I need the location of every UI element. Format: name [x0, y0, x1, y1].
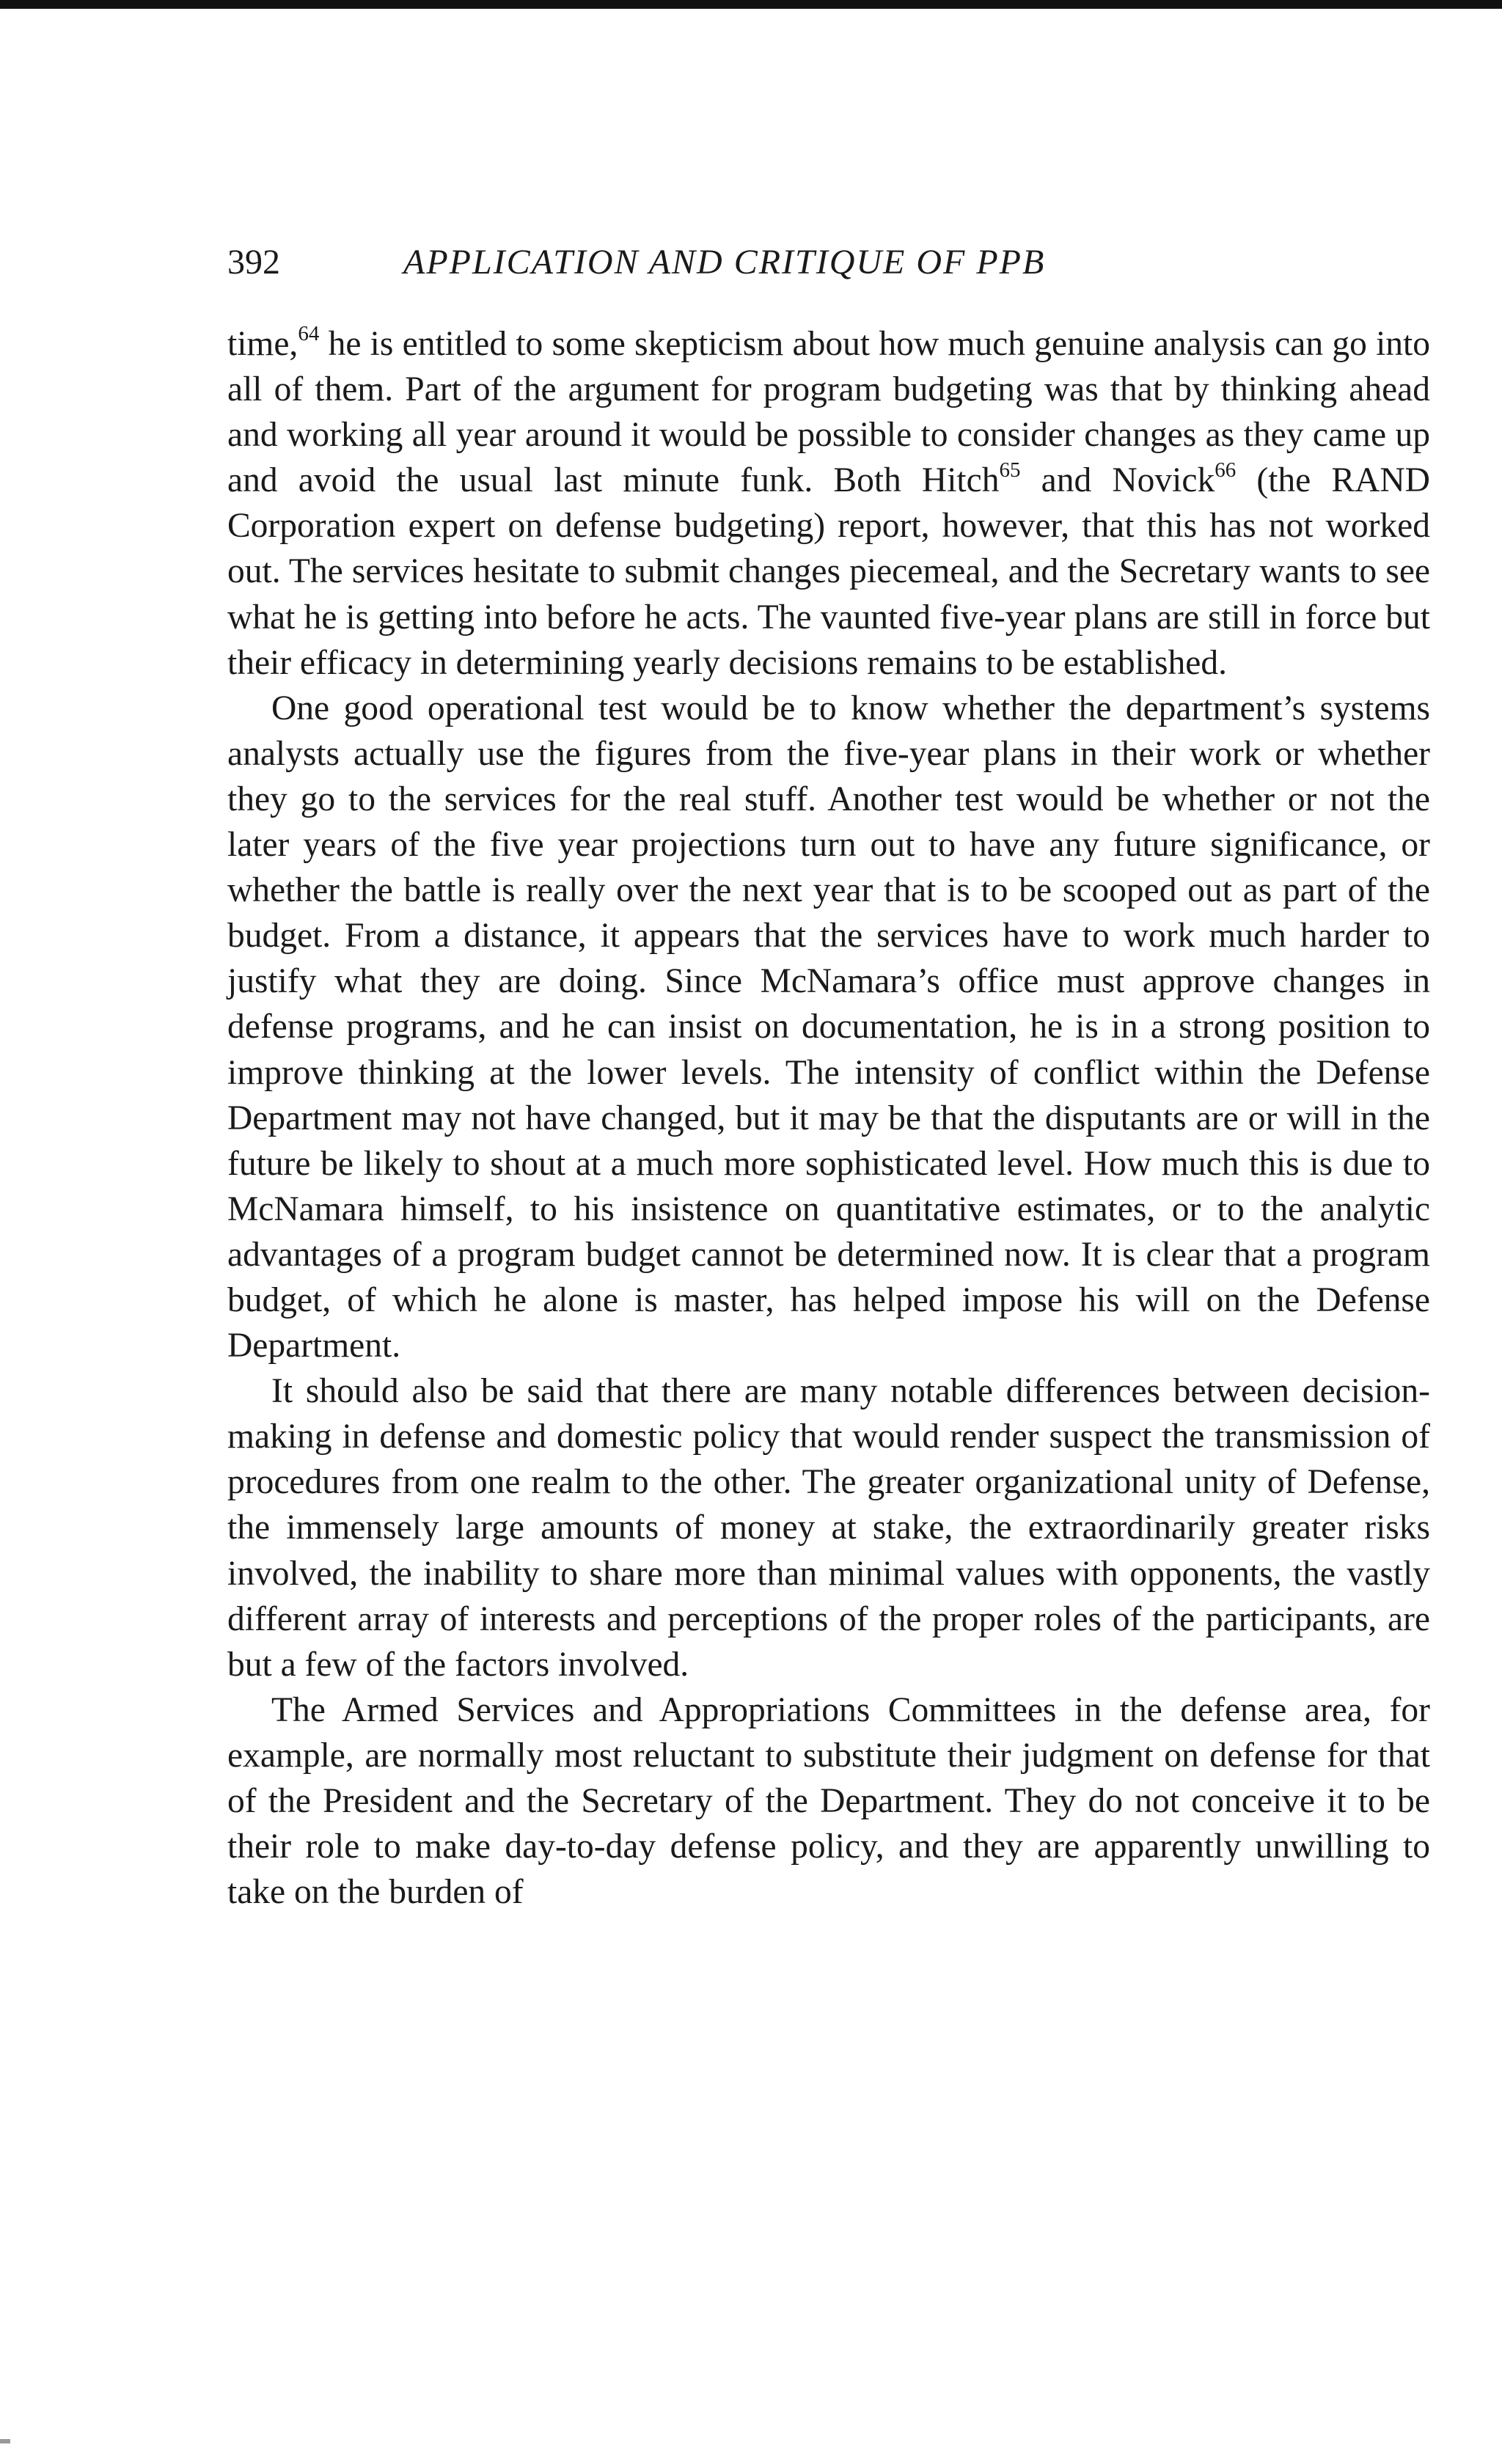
scan-top-border: [0, 0, 1502, 9]
page-number: 392: [227, 243, 280, 282]
body-text: [227, 321, 1430, 1915]
running-title: APPLICATION AND CRITIQUE OF PPB: [403, 243, 1046, 282]
paragraph-1-text-c: (the RAND Corporation expert on defense budgeting) report, however, that this has not worked out. The services hesitate to submit changes piecemeal, and the Secretary wants to see what he is getting into before he acts. The vaunted five-year plans are still in force but their efficacy in determining yearly decisions remains to be established.: [227, 461, 1430, 682]
scan-edge-mark: [0, 2439, 10, 2443]
footnote-ref-65: 65: [999, 458, 1021, 483]
paragraph-4: The Armed Services and Appropriations Committees in the defense area, for example, are normally most reluctant to substitute their judgment on defense for that of the President and the Secretary of the Department. They do not conceive it to be their role to make day-to-day defense policy, and they are apparently unwilling to take on the burden of: [227, 1690, 1430, 1912]
paragraph-1-start: time,: [227, 325, 298, 363]
paragraph-1: [227, 321, 1430, 686]
footnote-ref-66: 66: [1215, 458, 1237, 483]
paragraph-3: It should also be said that there are many notable differences between decision-making in defense and domestic policy that would render suspect the transmission of procedures from one realm to the other. The greater organizational unity of Defense, the immensely large amounts of money at stake, the extraordinarily greater risks involved, the inability to share more than minimal values with opponents, the vastly different array of interests and perceptions of the proper roles of the participants, are but a few of the factors involved.: [227, 1372, 1430, 1684]
running-head: [227, 233, 1430, 292]
paragraph-1-text-a: he is entitled to some skepticism about how much genuine analysis can go into all of them. Part of the argument for program budgeting was that by thinking ahead and working all year around it would be possible to consider changes as they came up and avoid the usual last minute funk. Both Hitch: [227, 325, 1430, 500]
paragraph-2: One good operational test would be to know whether the department’s systems analysts actually use the figures from the five-year plans in their work or whether they go to the services for the real stuff. Another test would be whether or not the later years of the five year projections turn out to have any future significance, or whether the battle is really over the next year that is to be scooped out as part of the budget. From a distance, it appears that the services have to work much harder to justify what they are doing. Since McNamara’s office must approve changes in defense programs, and he can insist on documentation, he is in a strong position to improve thinking at the lower levels. The intensity of conflict within the Defense Department may not have changed, but it may be that the disputants are or will in the future be likely to shout at a much more sophisticated level. How much this is due to McNamara himself, to his insistence on quantitative estimates, or to the analytic advantages of a program budget cannot be determined now. It is clear that a program budget, of which he alone is master, has helped impose his will on the Defense Department.: [227, 689, 1430, 1365]
paragraph-1-text-b: and Novick: [1020, 461, 1215, 500]
footnote-ref-64: 64: [298, 322, 320, 345]
